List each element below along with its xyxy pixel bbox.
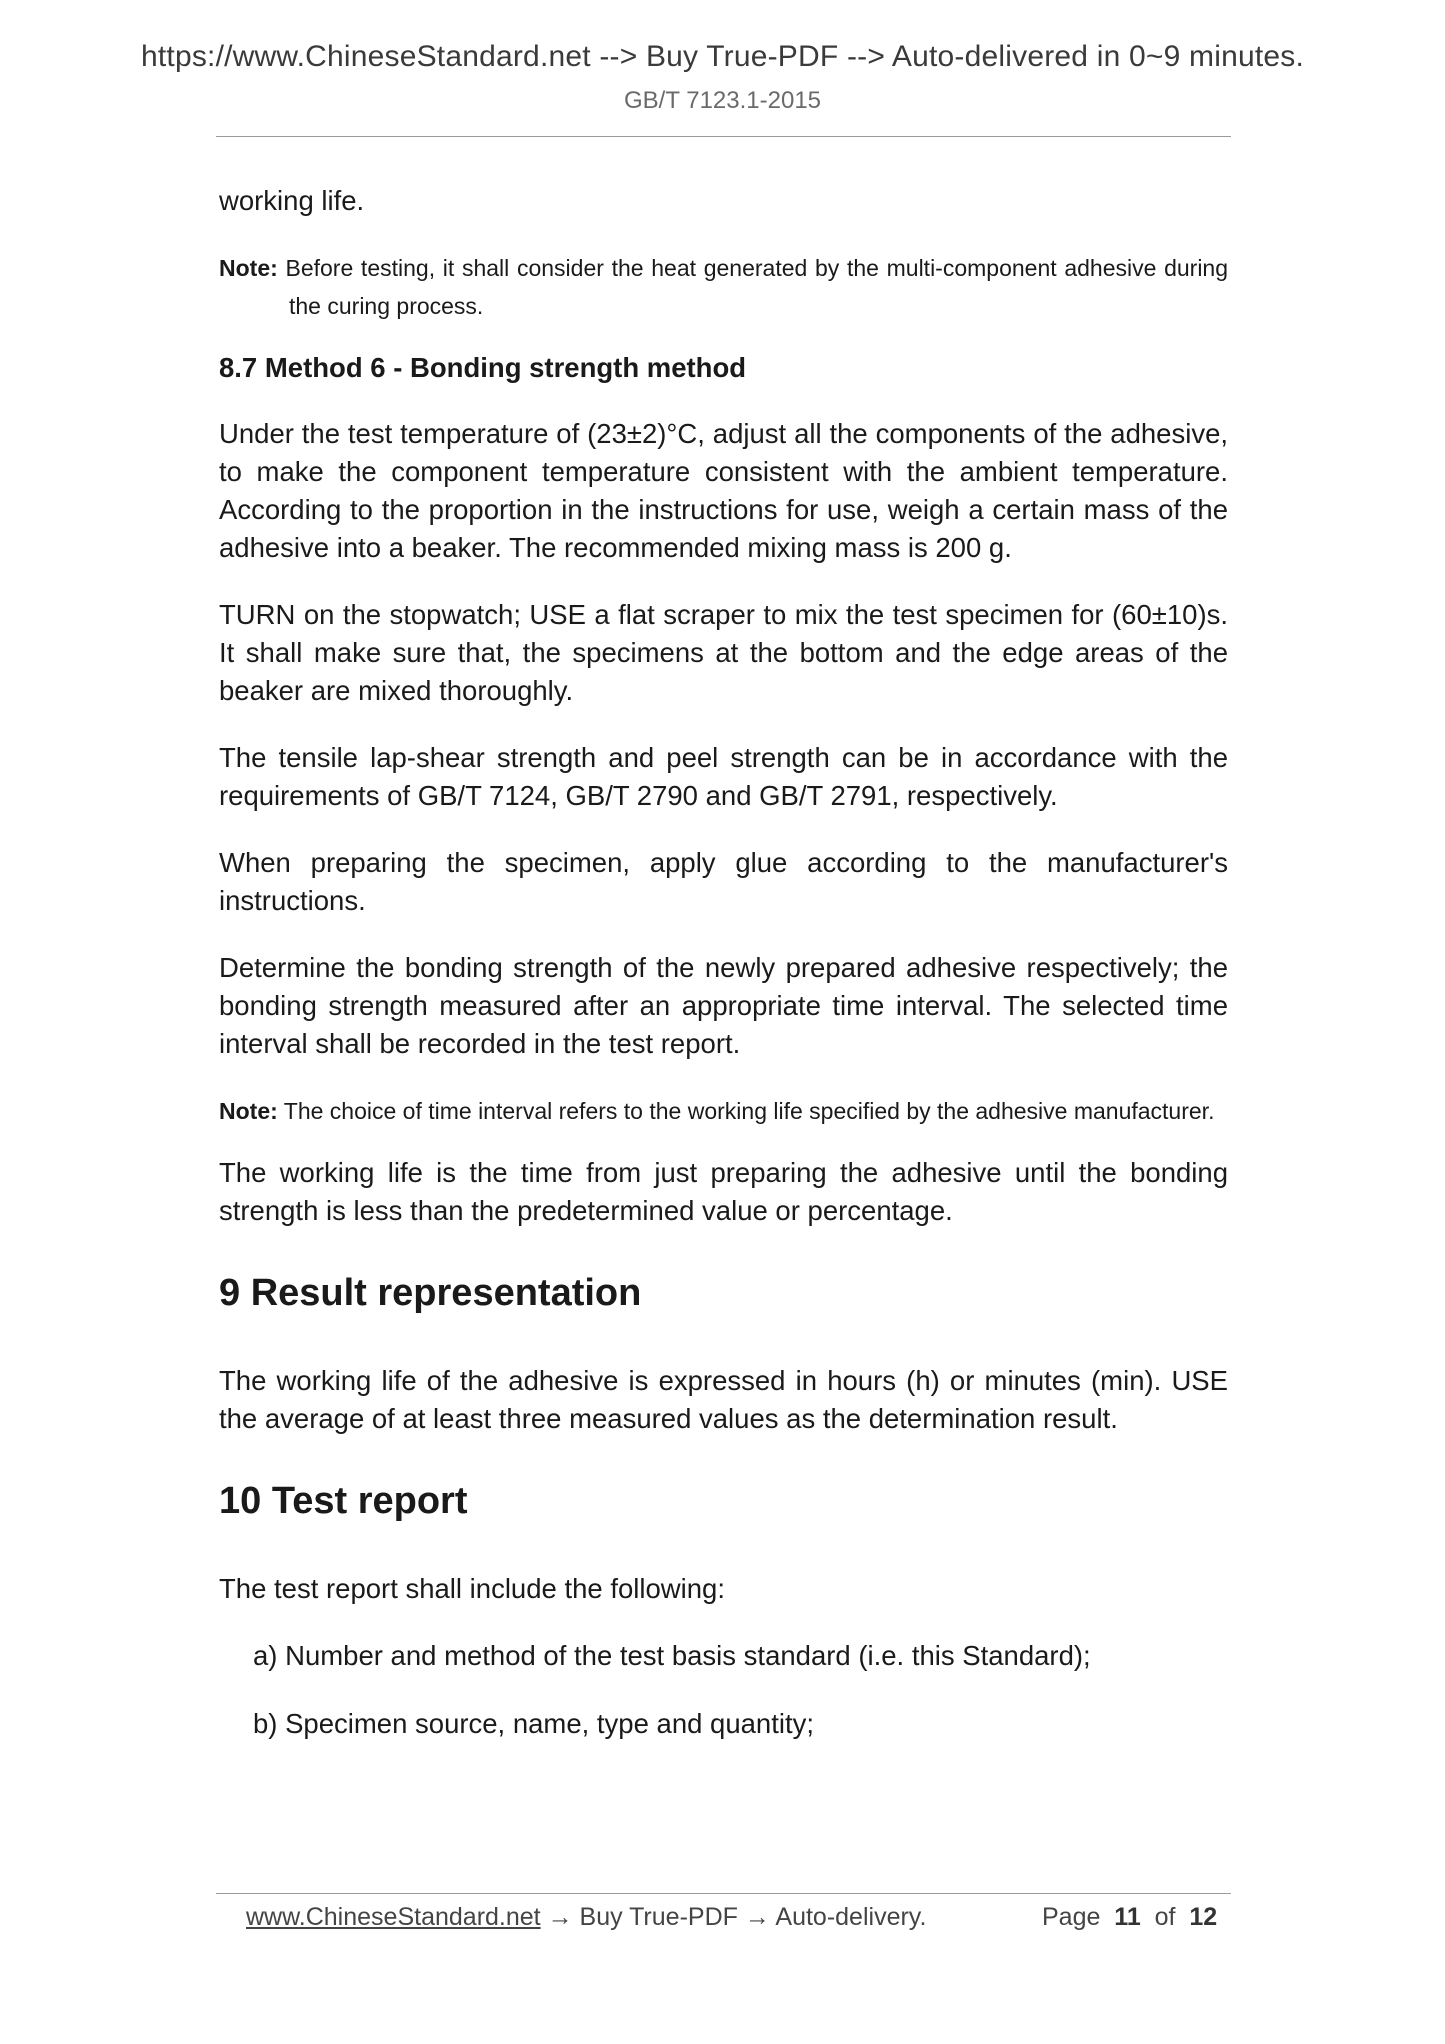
paragraph-8-7-1: Under the test temperature of (23±2)°C, adjust all the components of the adhesive, to make the component temperature consistent with the ambient temperature. According to the proportion in the instructions for use, weigh a certain mass of the adhesive into a beaker. The recommended mixing mass is 200 g. (219, 418, 1228, 563)
paragraph-8-7-4: When preparing the specimen, apply glue according to the manufacturer's instructions. (219, 847, 1228, 916)
page-word: Page (1042, 1903, 1101, 1931)
section-heading-10: 10 Test report (219, 1480, 468, 1522)
section-heading-8-7: 8.7 Method 6 - Bonding strength method (219, 352, 747, 383)
note-label: Note: (219, 255, 278, 281)
note-label: Note: (219, 1098, 278, 1124)
page-indicator (1042, 1898, 1217, 1936)
list-item: b) Specimen source, name, type and quantity; (253, 1708, 815, 1739)
paragraph-8-7-2: TURN on the stopwatch; USE a flat scraper to mix the test specimen for (60±10)s. It shall make sure that, the specimens at the bottom and the edge areas of the beaker are mixed thoroughly. (219, 599, 1228, 706)
paragraph-working-life: working life. (219, 185, 365, 216)
paragraph-8-7-6: The working life is the time from just preparing the adhesive until the bonding strength is less than the predetermined value or percentage. (219, 1157, 1228, 1226)
paragraph-8-7-5: Determine the bonding strength of the newly prepared adhesive respectively; the bonding strength measured after an appropriate time interval. The selected time interval shall be recorded in the test report. (219, 952, 1228, 1059)
footer-divider (216, 1893, 1231, 1894)
total-pages-number: 12 (1189, 1903, 1218, 1931)
list-item: a) Number and method of the test basis standard (i.e. this Standard); (253, 1640, 1091, 1671)
page-footer (246, 1898, 1231, 1936)
note-text: The choice of time interval refers to the working life specified by the adhesive manufacturer. (283, 1098, 1215, 1124)
footer-site-link[interactable]: www.ChineseStandard.net (246, 1903, 541, 1931)
of-word: of (1154, 1903, 1176, 1931)
header-divider (216, 136, 1231, 137)
header-standard-id: GB/T 7123.1-2015 (623, 87, 822, 114)
paragraph-10-1: The test report shall include the following: (219, 1573, 725, 1604)
note-text: Before testing, it shall consider the heat generated by the multi-component adhesive during the curing process. (285, 255, 1229, 319)
document-body (219, 182, 1228, 1773)
note-heat (219, 249, 1228, 325)
header-url-line: https://www.ChineseStandard.net --> Buy True-PDF --> Auto-delivered in 0~9 minutes. (141, 40, 1304, 73)
note-time-interval (219, 1092, 1228, 1130)
current-page-number: 11 (1114, 1903, 1141, 1931)
section-heading-9: 9 Result representation (219, 1272, 642, 1314)
paragraph-8-7-3: The tensile lap-shear strength and peel strength can be in accordance with the requirements of GB/T 7124, GB/T 2790 and GB/T 2791, respectively. (219, 742, 1228, 811)
paragraph-9-1: The working life of the adhesive is expressed in hours (h) or minutes (min). USE the average of at least three measured values as the determination result. (219, 1365, 1228, 1434)
footer-tagline: → Buy True-PDF → Auto-delivery. (540, 1903, 927, 1931)
